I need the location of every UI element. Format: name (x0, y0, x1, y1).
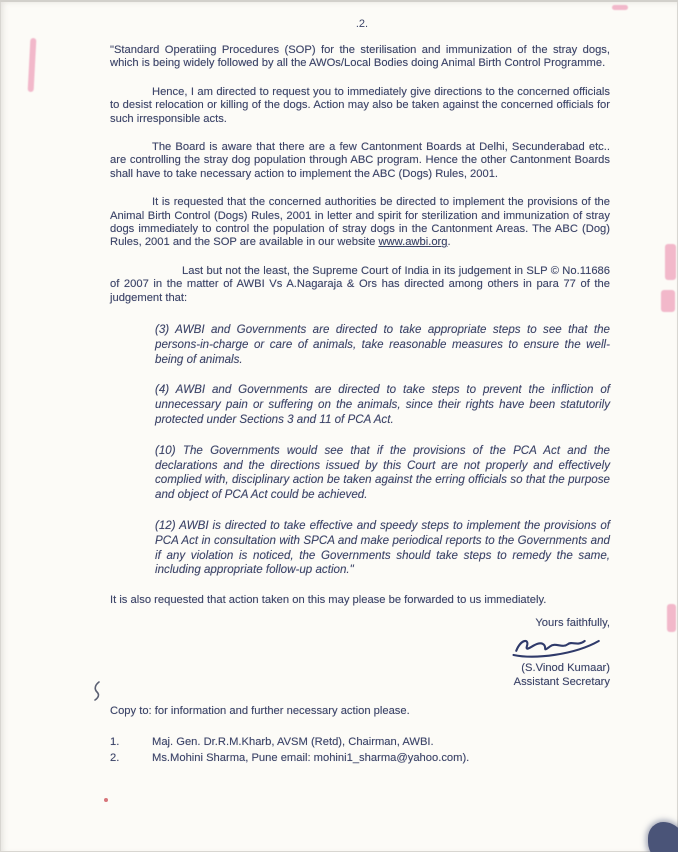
scan-artifact-pink-right-1 (665, 244, 676, 280)
item-number: 2. (110, 752, 120, 765)
quote-para-3: (3) AWBI and Governments are directed to take appropriate steps to see that the persons-in-charge or care of animals, take reasonable measures to ensure the well-being of animals. (155, 323, 610, 366)
corner-ink-smudge (648, 822, 678, 852)
copy-item (110, 735, 610, 751)
item-text: Ms.Mohini Sharma, Pune email: mohini1_sharma@yahoo.com). (152, 752, 470, 765)
signer-name: (S.Vinod Kumaar) (521, 661, 610, 674)
letter-content (110, 18, 610, 768)
scan-artifact-pink-right-3 (667, 604, 676, 632)
copy-list (110, 735, 610, 767)
paragraph-supreme-court: Last but not the least, the Supreme Court of India in its judgement in SLP © No.11686 of 2007 in the matter of AWBI Vs A.Nagaraja & Ors has directed among others in para 77 of the judgement that: (110, 264, 610, 304)
signature (509, 629, 603, 661)
paragraph-action-request: It is also requested that action taken on this may please be forwarded to us immediately. (110, 594, 547, 607)
scan-edge-line (0, 0, 678, 2)
pen-mark (90, 680, 104, 702)
closing-block (110, 616, 610, 689)
website-url-text: www.awbi.org (378, 236, 448, 249)
paragraph-hence: Hence, I am directed to request you to immediately give directions to the concerned officials to desist relocation or killing of the dogs. Action may also be taken against the concerned officials for such irresponsible acts. (110, 85, 610, 125)
paragraph-sop: "Standard Operatiing Procedures (SOP) for the sterilisation and immunization of the stray dogs, which is being widely followed by all the AWOs/Local Bodies doing Animal Birth Control Programme. (110, 44, 610, 70)
item-number: 1. (110, 735, 120, 748)
copy-item (110, 751, 610, 767)
scan-artifact-red-dot (104, 798, 108, 802)
paragraph-board: The Board is aware that there are a few Cantonment Boards at Delhi, Secunderabad etc.. are controlling the stray dog population through ABC program. Hence the other Cantonment Boards shall have to take necessary action to implement the ABC (Dogs) Rules, 2001. (110, 141, 610, 180)
scan-artifact-pink-left (28, 38, 37, 92)
quote-para-10: (10) The Governments would see that if the provisions of the PCA Act and the declarations and the directions issued by this Court are not properly and effectively complied with, disciplinary action be taken against the erring officials so that the purpose and object of PCA Act could be achieved. (155, 443, 610, 502)
paragraph-requested-text: It is requested that the concerned authorities be directed to implement the provisions of the Animal Birth Control (Dogs) Rules, 2001 in letter and spirit for sterilization and immunization of stray dogs immediately to control the population of stray dogs in the Cantonment Areas. The ABC (Dog) Rules, 2001 and the SOP are available in our website (110, 196, 610, 249)
scan-artifact-pink-right-2 (661, 290, 675, 312)
quote-para-12: (12) AWBI is directed to take effective and speedy steps to implement the provisions of PCA Act in consultation with SPCA and make periodical reports to the Governments and if any violation is noticed, the Governments should take steps to remedy the same, including appropriate follow-up action." (155, 519, 610, 577)
page-number: .2. (355, 18, 369, 30)
quote-para-4: (4) AWBI and Governments are directed to take steps to prevent the infliction of unnecessary pain or suffering on the animals, since their rights have been statutorily protected under Sections 3 and 11 of PCA Act. (155, 383, 610, 427)
item-text: Maj. Gen. Dr.R.M.Kharb, AVSM (Retd), Chairman, AWBI. (152, 735, 434, 748)
valediction: Yours faithfully, (535, 616, 610, 629)
copy-to-line: Copy to: for information and further necessary action please. (110, 704, 410, 717)
judgement-quote-block (155, 323, 610, 578)
paragraph-requested (110, 196, 610, 250)
signer-title: Assistant Secretary (513, 675, 610, 688)
paragraph-requested-period: . (447, 236, 451, 249)
scan-artifact-pink-top-right (612, 5, 628, 10)
